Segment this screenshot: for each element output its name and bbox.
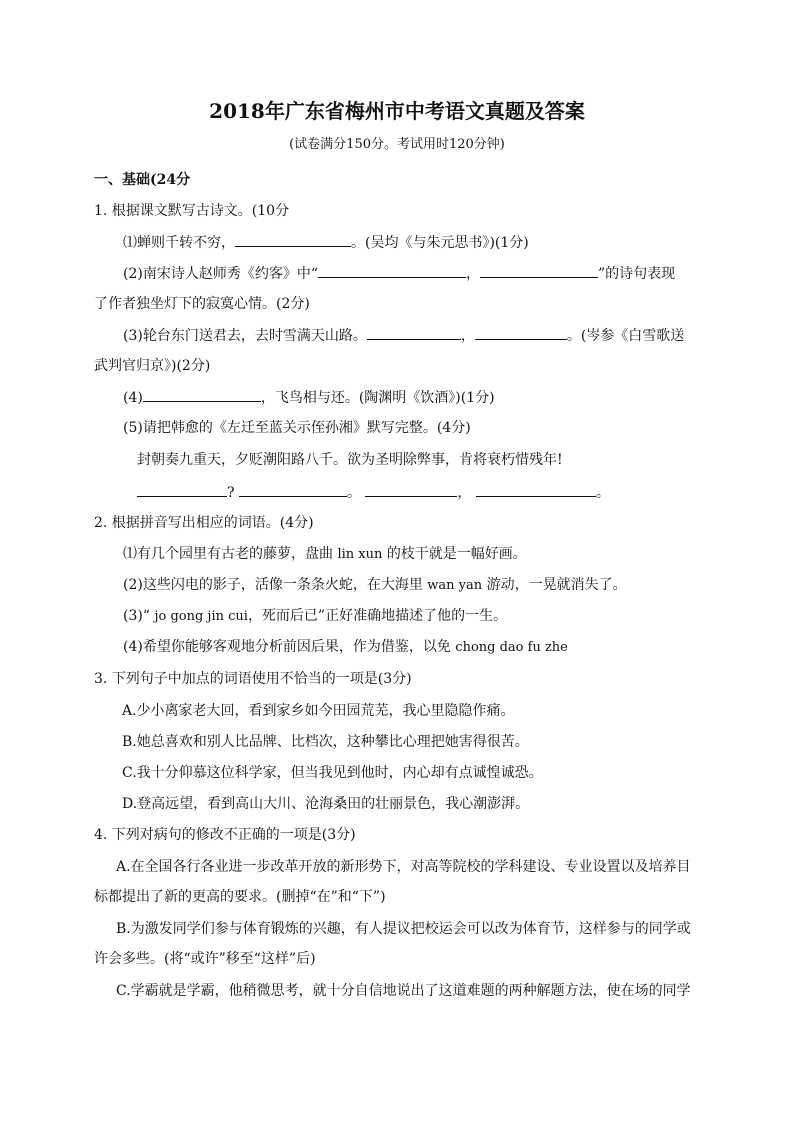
pinyin-text: lin xun [337, 547, 383, 562]
question-1-item-3-cont: 武判官归京》)(2分) [94, 358, 211, 374]
question-2-item-2 [123, 576, 627, 595]
question-3-option-c: C.我十分仰慕这位科学家，但当我见到他时，内心却有点诚惶诚恐。 [122, 765, 543, 781]
question-2-item-4 [123, 638, 568, 657]
question-2-stem: 2. 根据拼音写出相应的词语。(4分) [94, 515, 314, 531]
question-1-item-1 [123, 233, 529, 252]
question-1-item-3 [123, 326, 684, 345]
question-4-stem: 4. 下列对病句的修改不正确的一项是(3分) [94, 827, 356, 843]
text-segment: ⑴有几个园里有古老的藤萝，盘曲 [123, 546, 333, 562]
question-2-item-1 [123, 545, 527, 564]
text-segment: 的枝干就是一幅好画。 [386, 546, 527, 562]
poem-answer-line [137, 483, 610, 502]
question-1-item-4 [123, 388, 495, 407]
answer-blank [235, 233, 351, 247]
question-4-option-c: C.学霸就是学霸，他稍微思考，就十分自信地说出了这道难题的两种解题方法，使在场的同学 [116, 983, 691, 999]
text-segment: 。(岑参《白雪歌送 [566, 328, 685, 344]
text-segment: (3)轮台东门送君去，去时雪满天山路。 [123, 328, 367, 344]
page-title: 2018年广东省梅州市中考语文真题及答案 [209, 99, 585, 123]
answer-blank [367, 326, 461, 340]
text-segment: ，死而后已”正好准确地描述了他的一生。 [247, 608, 508, 624]
question-3-option-b: B.她总喜欢和别人比品牌、比档次，这种攀比心理把她害得很苦。 [122, 734, 529, 750]
question-3-option-d: D.登高远望，看到高山大川、沧海桑田的壮丽景色，我心潮澎湃。 [122, 796, 530, 812]
answer-blank [137, 483, 227, 497]
text-segment: 游动，一晃就消失了。 [486, 577, 627, 593]
text-segment: ⑴蝉则千转不穷， [123, 235, 235, 251]
answer-blank [476, 483, 596, 497]
text-segment: (3)“ [123, 608, 150, 624]
text-segment: 。 [346, 485, 361, 501]
question-1-stem: 1. 根据课文默写古诗文。(10分 [94, 203, 290, 219]
question-4-option-a-cont: 标都提出了新的更高的要求。(删掉“在”和“下”) [94, 889, 386, 905]
text-segment: (2)南宋诗人赵师秀《约客》中“ [123, 266, 318, 282]
text-segment: 。 [595, 485, 610, 501]
pinyin-text: chong dao fu zhe [455, 640, 568, 655]
question-1-item-2 [123, 264, 675, 283]
text-segment: ? [227, 485, 235, 501]
question-4-option-a: A.在全国各行各业进一步改革开放的新形势下，对高等院校的学科建设、专业设置以及培养目 [116, 859, 691, 875]
answer-blank [318, 264, 466, 278]
text-segment: (4)希望你能够客观地分析前因后果，作为借鉴，以免 [123, 639, 451, 655]
pinyin-text: wan yan [427, 578, 483, 593]
text-segment: ， [457, 485, 472, 501]
answer-blank [143, 388, 261, 402]
text-segment: 。(吴均《与朱元思书》)(1分) [351, 235, 529, 251]
answer-blank [475, 326, 567, 340]
question-1-item-2-cont: 了作者独坐灯下的寂寞心情。(2分) [94, 296, 310, 312]
text-segment: (2)这些闪电的影子，活像一条条火蛇，在大海里 [123, 577, 423, 593]
answer-blank [365, 483, 457, 497]
answer-blank [480, 264, 598, 278]
section-heading: 一、基础(24分 [94, 172, 191, 188]
answer-blank [239, 483, 347, 497]
pinyin-text: jo gong jin cui [154, 609, 248, 624]
page-subtitle: (试卷满分150分。考试用时120分钟) [289, 137, 505, 152]
question-4-option-b-cont: 许会多些。(将“或许”移至“这样”后) [94, 951, 316, 967]
question-3-option-a: A.少小离家老大回，看到家乡如今田园荒芜，我心里隐隐作痛。 [122, 703, 515, 719]
text-segment: ”的诗句表现 [598, 266, 676, 282]
text-segment: (4) [123, 390, 143, 406]
text-segment: ，飞鸟相与还。(陶渊明《饮酒》)(1分) [260, 390, 495, 406]
text-segment: ， [460, 328, 475, 344]
text-segment: ， [466, 266, 480, 282]
question-1-item-5: (5)请把韩愈的《左迁至蓝关示侄孙湘》默写完整。(4分) [123, 420, 471, 436]
question-2-item-3 [123, 607, 507, 626]
question-3-stem: 3. 下列句子中加点的词语使用不恰当的一项是(3分) [94, 671, 412, 687]
poem-line: 封朝奏九重天，夕贬潮阳路八千。欲为圣明除弊事，肯将衰朽惜残年! [137, 452, 563, 468]
question-4-option-b: B.为激发同学们参与体育锻炼的兴趣，有人提议把校运会可以改为体育节，这样参与的同学或 [116, 921, 691, 937]
